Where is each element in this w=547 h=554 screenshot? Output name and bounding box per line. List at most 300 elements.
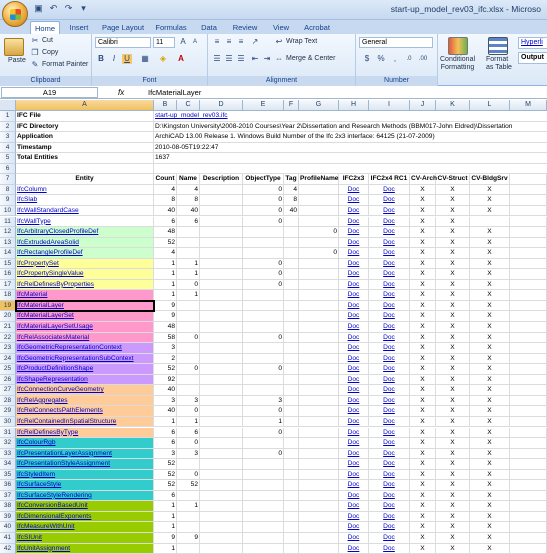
empty-cell[interactable] [510, 195, 547, 206]
cv-bldgsrv-cell[interactable]: X [470, 311, 510, 322]
ifc2x3-doc-link[interactable]: Doc [339, 449, 369, 460]
cv-struct-cell[interactable]: X [436, 522, 470, 533]
entity-name-cell[interactable]: IfcSIUnit [16, 533, 154, 544]
count-cell[interactable]: 0 [177, 470, 200, 481]
entity-name-cell[interactable]: IfcWallType [16, 217, 154, 228]
count-cell[interactable] [284, 428, 299, 439]
count-cell[interactable]: 1 [154, 269, 177, 280]
count-cell[interactable] [284, 301, 299, 312]
empty-cell[interactable] [510, 512, 547, 523]
ifc2x3-doc-link[interactable]: Doc [339, 280, 369, 291]
cv-struct-cell[interactable]: X [436, 343, 470, 354]
count-cell[interactable] [177, 512, 200, 523]
cv-bldgsrv-cell[interactable]: X [470, 417, 510, 428]
cv-arch-cell[interactable]: X [410, 512, 436, 523]
row-header[interactable]: 34 [0, 459, 16, 470]
row-header[interactable]: 3 [0, 132, 16, 143]
row-header[interactable]: 14 [0, 248, 16, 259]
entity-name-cell[interactable]: IfcRelAssociatesMaterial [16, 333, 154, 344]
count-cell[interactable] [243, 311, 284, 322]
orientation-icon[interactable]: ↗ [251, 37, 259, 46]
count-cell[interactable] [284, 438, 299, 449]
cv-bldgsrv-cell[interactable]: X [470, 280, 510, 291]
conditional-formatting-icon[interactable] [448, 37, 468, 55]
row-header[interactable]: 6 [0, 164, 16, 175]
count-cell[interactable] [284, 259, 299, 270]
row-header[interactable]: 22 [0, 333, 16, 344]
comma-button[interactable]: , [393, 54, 397, 63]
column-header-l[interactable]: L [470, 100, 510, 111]
cv-arch-cell[interactable]: X [410, 290, 436, 301]
shrink-font-icon[interactable]: A [192, 39, 197, 45]
count-cell[interactable]: 0 [243, 206, 284, 217]
count-cell[interactable]: 0 [299, 248, 339, 259]
row-header[interactable]: 32 [0, 438, 16, 449]
ifc2x3-doc-link[interactable]: Doc [339, 438, 369, 449]
row-header[interactable]: 37 [0, 491, 16, 502]
count-cell[interactable]: 52 [154, 459, 177, 470]
ifc2x3-doc-link[interactable]: Doc [339, 354, 369, 365]
cv-arch-cell[interactable]: X [410, 227, 436, 238]
ifc2x4-doc-link[interactable]: Doc [369, 354, 410, 365]
empty-cell[interactable] [510, 396, 547, 407]
info-value[interactable]: start-up_model_rev03.ifc [154, 111, 547, 122]
tab-acrobat[interactable]: Acrobat [304, 23, 330, 32]
entity-name-cell[interactable]: IfcPresentationStyleAssignment [16, 459, 154, 470]
entity-name-cell[interactable]: IfcRelDefinesByType [16, 428, 154, 439]
ifc2x3-doc-link[interactable]: Doc [339, 396, 369, 407]
cv-arch-cell[interactable]: X [410, 406, 436, 417]
cv-struct-cell[interactable]: X [436, 438, 470, 449]
info-value[interactable]: 1637 [154, 153, 547, 164]
increase-decimal-icon[interactable]: .0 [406, 56, 412, 62]
cv-struct-cell[interactable]: X [436, 269, 470, 280]
cv-struct-cell[interactable]: X [436, 491, 470, 502]
row-header[interactable]: 23 [0, 343, 16, 354]
count-cell[interactable]: 1 [154, 280, 177, 291]
count-cell[interactable] [200, 544, 243, 554]
info-value[interactable]: ArchiCAD 13.00 Release 1. Windows Build Number of the Ifc 2x3 interface: 64125 (21-07-2009) [154, 132, 547, 143]
count-cell[interactable] [284, 417, 299, 428]
column-header-e[interactable]: E [243, 100, 284, 111]
empty-cell[interactable] [510, 354, 547, 365]
cv-struct-cell[interactable]: X [436, 501, 470, 512]
count-cell[interactable] [200, 480, 243, 491]
entity-name-cell[interactable]: IfcExtrudedAreaSolid [16, 238, 154, 249]
count-cell[interactable] [200, 385, 243, 396]
empty-cell[interactable] [510, 248, 547, 259]
count-cell[interactable]: 52 [154, 470, 177, 481]
table-header-cell[interactable]: Count [154, 174, 177, 185]
count-cell[interactable] [243, 290, 284, 301]
ifc2x4-doc-link[interactable]: Doc [369, 375, 410, 386]
cv-bldgsrv-cell[interactable]: X [470, 227, 510, 238]
cv-arch-cell[interactable]: X [410, 280, 436, 291]
table-header-cell[interactable] [510, 174, 547, 185]
cv-struct-cell[interactable]: X [436, 195, 470, 206]
count-cell[interactable]: 9 [154, 301, 177, 312]
count-cell[interactable] [243, 480, 284, 491]
count-cell[interactable] [177, 248, 200, 259]
ifc2x3-doc-link[interactable]: Doc [339, 322, 369, 333]
tab-view[interactable]: View [272, 23, 290, 32]
count-cell[interactable] [299, 195, 339, 206]
count-cell[interactable] [299, 544, 339, 554]
tab-review[interactable]: Review [232, 23, 258, 32]
row-header[interactable]: 11 [0, 217, 16, 228]
column-header-k[interactable]: K [436, 100, 470, 111]
info-label[interactable]: Application [16, 132, 154, 143]
count-cell[interactable] [299, 396, 339, 407]
cv-bldgsrv-cell[interactable]: X [470, 343, 510, 354]
count-cell[interactable] [284, 311, 299, 322]
cv-bldgsrv-cell[interactable]: X [470, 470, 510, 481]
count-cell[interactable]: 6 [154, 491, 177, 502]
empty-cell[interactable] [510, 259, 547, 270]
count-cell[interactable] [284, 533, 299, 544]
cv-arch-cell[interactable]: X [410, 533, 436, 544]
empty-cell[interactable] [510, 522, 547, 533]
format-as-table-icon[interactable] [488, 37, 508, 55]
count-cell[interactable]: 0 [243, 259, 284, 270]
ifc2x3-doc-link[interactable]: Doc [339, 501, 369, 512]
cv-arch-cell[interactable]: X [410, 428, 436, 439]
cv-arch-cell[interactable]: X [410, 385, 436, 396]
info-label[interactable]: Timestamp [16, 143, 154, 154]
ifc2x4-doc-link[interactable]: Doc [369, 280, 410, 291]
entity-name-cell[interactable]: IfcStyledItem [16, 470, 154, 481]
empty-cell[interactable] [510, 438, 547, 449]
entity-name-cell[interactable]: IfcMaterialLayerSet [16, 311, 154, 322]
row-header[interactable]: 8 [0, 185, 16, 196]
cv-bldgsrv-cell[interactable]: X [470, 512, 510, 523]
cv-struct-cell[interactable]: X [436, 238, 470, 249]
cv-struct-cell[interactable]: X [436, 301, 470, 312]
cv-bldgsrv-cell[interactable]: X [470, 364, 510, 375]
count-cell[interactable]: 58 [154, 333, 177, 344]
count-cell[interactable]: 8 [154, 195, 177, 206]
count-cell[interactable] [243, 512, 284, 523]
cv-arch-cell[interactable]: X [410, 238, 436, 249]
count-cell[interactable] [200, 533, 243, 544]
row-header[interactable]: 2 [0, 122, 16, 133]
row-header[interactable]: 17 [0, 280, 16, 291]
ifc2x3-doc-link[interactable]: Doc [339, 470, 369, 481]
count-cell[interactable] [200, 364, 243, 375]
count-cell[interactable] [299, 522, 339, 533]
cv-bldgsrv-cell[interactable]: X [470, 238, 510, 249]
ifc2x4-doc-link[interactable]: Doc [369, 343, 410, 354]
table-header-cell[interactable]: CV-Struct [436, 174, 470, 185]
table-header-cell[interactable]: Name [177, 174, 200, 185]
count-cell[interactable] [243, 227, 284, 238]
count-cell[interactable] [200, 470, 243, 481]
italic-button[interactable]: I [112, 54, 116, 63]
count-cell[interactable] [243, 248, 284, 259]
ifc2x4-doc-link[interactable]: Doc [369, 259, 410, 270]
count-cell[interactable] [243, 301, 284, 312]
count-cell[interactable]: 6 [177, 217, 200, 228]
count-cell[interactable] [243, 522, 284, 533]
empty-cell[interactable] [510, 470, 547, 481]
ifc2x4-doc-link[interactable]: Doc [369, 333, 410, 344]
cv-bldgsrv-cell[interactable]: X [470, 333, 510, 344]
count-cell[interactable] [284, 491, 299, 502]
ifc2x3-doc-link[interactable]: Doc [339, 343, 369, 354]
count-cell[interactable]: 1 [154, 522, 177, 533]
ifc2x3-doc-link[interactable]: Doc [339, 385, 369, 396]
count-cell[interactable]: 0 [243, 364, 284, 375]
format-as-table-button[interactable]: Format as Table [486, 56, 512, 71]
count-cell[interactable]: 1 [154, 501, 177, 512]
table-header-cell[interactable]: ObjectType [243, 174, 284, 185]
count-cell[interactable]: 0 [243, 449, 284, 460]
count-cell[interactable] [299, 449, 339, 460]
count-cell[interactable]: 48 [154, 227, 177, 238]
empty-cell[interactable] [510, 449, 547, 460]
count-cell[interactable] [299, 428, 339, 439]
count-cell[interactable] [200, 406, 243, 417]
cv-bldgsrv-cell[interactable]: X [470, 544, 510, 554]
empty-cell[interactable] [510, 375, 547, 386]
cv-arch-cell[interactable]: X [410, 417, 436, 428]
count-cell[interactable] [200, 227, 243, 238]
count-cell[interactable]: 9 [154, 533, 177, 544]
count-cell[interactable]: 0 [243, 195, 284, 206]
ifc2x4-doc-link[interactable]: Doc [369, 470, 410, 481]
cv-arch-cell[interactable]: X [410, 206, 436, 217]
row-header[interactable]: 30 [0, 417, 16, 428]
fx-icon[interactable]: fx [118, 88, 125, 97]
count-cell[interactable] [299, 470, 339, 481]
font-name-box[interactable]: Calibri [95, 37, 151, 48]
cv-bldgsrv-cell[interactable]: X [470, 501, 510, 512]
count-cell[interactable]: 40 [177, 206, 200, 217]
count-cell[interactable] [243, 533, 284, 544]
cv-bldgsrv-cell[interactable]: X [470, 301, 510, 312]
count-cell[interactable] [200, 248, 243, 259]
cv-struct-cell[interactable]: X [436, 206, 470, 217]
count-cell[interactable] [200, 354, 243, 365]
count-cell[interactable]: 3 [154, 449, 177, 460]
count-cell[interactable] [200, 491, 243, 502]
count-cell[interactable]: 0 [177, 280, 200, 291]
row-header[interactable]: 29 [0, 406, 16, 417]
cv-bldgsrv-cell[interactable]: X [470, 449, 510, 460]
ifc2x4-doc-link[interactable]: Doc [369, 544, 410, 554]
empty-cell[interactable] [510, 533, 547, 544]
entity-name-cell[interactable]: IfcRelAggregates [16, 396, 154, 407]
empty-cell[interactable] [510, 301, 547, 312]
cv-bldgsrv-cell[interactable]: X [470, 385, 510, 396]
count-cell[interactable] [200, 259, 243, 270]
count-cell[interactable] [243, 470, 284, 481]
count-cell[interactable] [200, 343, 243, 354]
count-cell[interactable] [299, 501, 339, 512]
info-value[interactable] [154, 164, 547, 175]
count-cell[interactable] [299, 259, 339, 270]
entity-name-cell[interactable]: IfcSurfaceStyle [16, 480, 154, 491]
ifc2x3-doc-link[interactable]: Doc [339, 206, 369, 217]
entity-name-cell[interactable]: IfcMeasureWithUnit [16, 522, 154, 533]
count-cell[interactable]: 6 [154, 217, 177, 228]
ifc2x4-doc-link[interactable]: Doc [369, 417, 410, 428]
ifc2x4-doc-link[interactable]: Doc [369, 512, 410, 523]
save-icon[interactable]: ▣ [34, 3, 43, 13]
cv-arch-cell[interactable]: X [410, 185, 436, 196]
cv-arch-cell[interactable]: X [410, 364, 436, 375]
cv-struct-cell[interactable]: X [436, 227, 470, 238]
table-header-cell[interactable]: Description [200, 174, 243, 185]
paste-button[interactable]: Paste [8, 57, 26, 64]
increase-indent-icon[interactable]: ⇥ [263, 54, 271, 63]
undo-icon[interactable]: ↶ [49, 3, 58, 13]
empty-cell[interactable] [510, 480, 547, 491]
row-header[interactable]: 18 [0, 290, 16, 301]
count-cell[interactable] [284, 406, 299, 417]
cv-bldgsrv-cell[interactable]: X [470, 290, 510, 301]
tab-data[interactable]: Data [201, 23, 217, 32]
count-cell[interactable] [243, 385, 284, 396]
count-cell[interactable] [200, 417, 243, 428]
row-header[interactable]: 33 [0, 449, 16, 460]
count-cell[interactable] [284, 544, 299, 554]
column-header-f[interactable]: F [284, 100, 299, 111]
ifc2x4-doc-link[interactable]: Doc [369, 406, 410, 417]
count-cell[interactable] [200, 375, 243, 386]
empty-cell[interactable] [510, 269, 547, 280]
entity-name-cell[interactable]: IfcMaterialLayer [16, 301, 154, 312]
count-cell[interactable] [177, 385, 200, 396]
row-header[interactable]: 10 [0, 206, 16, 217]
count-cell[interactable]: 1 [154, 512, 177, 523]
cv-struct-cell[interactable]: X [436, 396, 470, 407]
cv-bldgsrv-cell[interactable]: X [470, 375, 510, 386]
count-cell[interactable] [284, 449, 299, 460]
count-cell[interactable] [284, 333, 299, 344]
row-header[interactable]: 27 [0, 385, 16, 396]
entity-name-cell[interactable]: IfcRelConnectsPathElements [16, 406, 154, 417]
tab-page-layout[interactable]: Page Layout [101, 23, 145, 32]
ifc2x4-doc-link[interactable]: Doc [369, 396, 410, 407]
font-size-box[interactable]: 11 [153, 37, 175, 48]
count-cell[interactable]: 1 [177, 290, 200, 301]
row-header[interactable]: 19 [0, 301, 16, 312]
align-top-icon[interactable]: ≡ [214, 37, 220, 46]
count-cell[interactable] [200, 333, 243, 344]
count-cell[interactable] [243, 544, 284, 554]
cv-bldgsrv-cell[interactable]: X [470, 269, 510, 280]
count-cell[interactable]: 4 [154, 248, 177, 259]
column-header-i[interactable]: I [369, 100, 410, 111]
count-cell[interactable]: 2 [154, 354, 177, 365]
entity-name-cell[interactable]: IfcRelContainedInSpatialStructure [16, 417, 154, 428]
count-cell[interactable] [200, 238, 243, 249]
ifc2x3-doc-link[interactable]: Doc [339, 217, 369, 228]
count-cell[interactable]: 3 [177, 396, 200, 407]
ifc2x3-doc-link[interactable]: Doc [339, 375, 369, 386]
table-header-cell[interactable]: Tag [284, 174, 299, 185]
column-header-a[interactable]: A [16, 100, 154, 111]
count-cell[interactable]: 4 [154, 185, 177, 196]
empty-cell[interactable] [510, 227, 547, 238]
count-cell[interactable] [284, 290, 299, 301]
entity-name-cell[interactable]: IfcGeometricRepresentationContext [16, 343, 154, 354]
count-cell[interactable]: 40 [154, 206, 177, 217]
cv-struct-cell[interactable]: X [436, 459, 470, 470]
cv-bldgsrv-cell[interactable]: X [470, 248, 510, 259]
count-cell[interactable]: 0 [243, 269, 284, 280]
tab-home[interactable]: Home [30, 21, 60, 34]
row-header[interactable]: 12 [0, 227, 16, 238]
cv-struct-cell[interactable]: X [436, 533, 470, 544]
count-cell[interactable]: 8 [177, 195, 200, 206]
cv-arch-cell[interactable]: X [410, 522, 436, 533]
count-cell[interactable]: 0 [177, 406, 200, 417]
cv-arch-cell[interactable]: X [410, 544, 436, 554]
empty-cell[interactable] [510, 544, 547, 554]
entity-name-cell[interactable]: IfcDimensionalExponents [16, 512, 154, 523]
merge-center-button[interactable]: Merge & Center [286, 55, 336, 62]
cv-arch-cell[interactable]: X [410, 449, 436, 460]
cv-bldgsrv-cell[interactable]: X [470, 480, 510, 491]
count-cell[interactable]: 6 [177, 428, 200, 439]
count-cell[interactable] [299, 185, 339, 196]
ifc2x4-doc-link[interactable]: Doc [369, 533, 410, 544]
info-label[interactable]: IFC File [16, 111, 154, 122]
info-value[interactable]: 2010-08-05T19:22:47 [154, 143, 547, 154]
count-cell[interactable]: 40 [154, 385, 177, 396]
row-header[interactable]: 7 [0, 174, 16, 185]
count-cell[interactable]: 0 [243, 333, 284, 344]
cv-struct-cell[interactable]: X [436, 544, 470, 554]
cv-bldgsrv-cell[interactable]: X [470, 459, 510, 470]
count-cell[interactable] [200, 512, 243, 523]
count-cell[interactable] [200, 185, 243, 196]
count-cell[interactable] [284, 227, 299, 238]
cv-bldgsrv-cell[interactable]: X [470, 322, 510, 333]
count-cell[interactable] [284, 248, 299, 259]
column-header-g[interactable]: G [299, 100, 339, 111]
count-cell[interactable]: 3 [177, 449, 200, 460]
count-cell[interactable] [299, 512, 339, 523]
count-cell[interactable] [177, 375, 200, 386]
entity-name-cell[interactable]: IfcColumn [16, 185, 154, 196]
entity-name-cell[interactable]: IfcShapeRepresentation [16, 375, 154, 386]
count-cell[interactable] [200, 217, 243, 228]
cv-struct-cell[interactable]: X [436, 333, 470, 344]
cv-struct-cell[interactable]: X [436, 185, 470, 196]
ifc2x3-doc-link[interactable]: Doc [339, 491, 369, 502]
count-cell[interactable] [284, 354, 299, 365]
count-cell[interactable] [284, 459, 299, 470]
cv-arch-cell[interactable]: X [410, 217, 436, 228]
count-cell[interactable] [243, 375, 284, 386]
count-cell[interactable] [299, 290, 339, 301]
merge-center-icon[interactable]: ⇔ [275, 54, 283, 63]
format-painter-icon[interactable]: ✎ [31, 60, 39, 69]
ifc2x3-doc-link[interactable]: Doc [339, 227, 369, 238]
ifc2x4-doc-link[interactable]: Doc [369, 311, 410, 322]
empty-cell[interactable] [510, 217, 547, 228]
count-cell[interactable]: 1 [154, 544, 177, 554]
count-cell[interactable] [200, 290, 243, 301]
cv-bldgsrv-cell[interactable]: X [470, 533, 510, 544]
count-cell[interactable] [284, 238, 299, 249]
cv-struct-cell[interactable]: X [436, 311, 470, 322]
entity-name-cell[interactable]: IfcSlab [16, 195, 154, 206]
cv-arch-cell[interactable]: X [410, 343, 436, 354]
